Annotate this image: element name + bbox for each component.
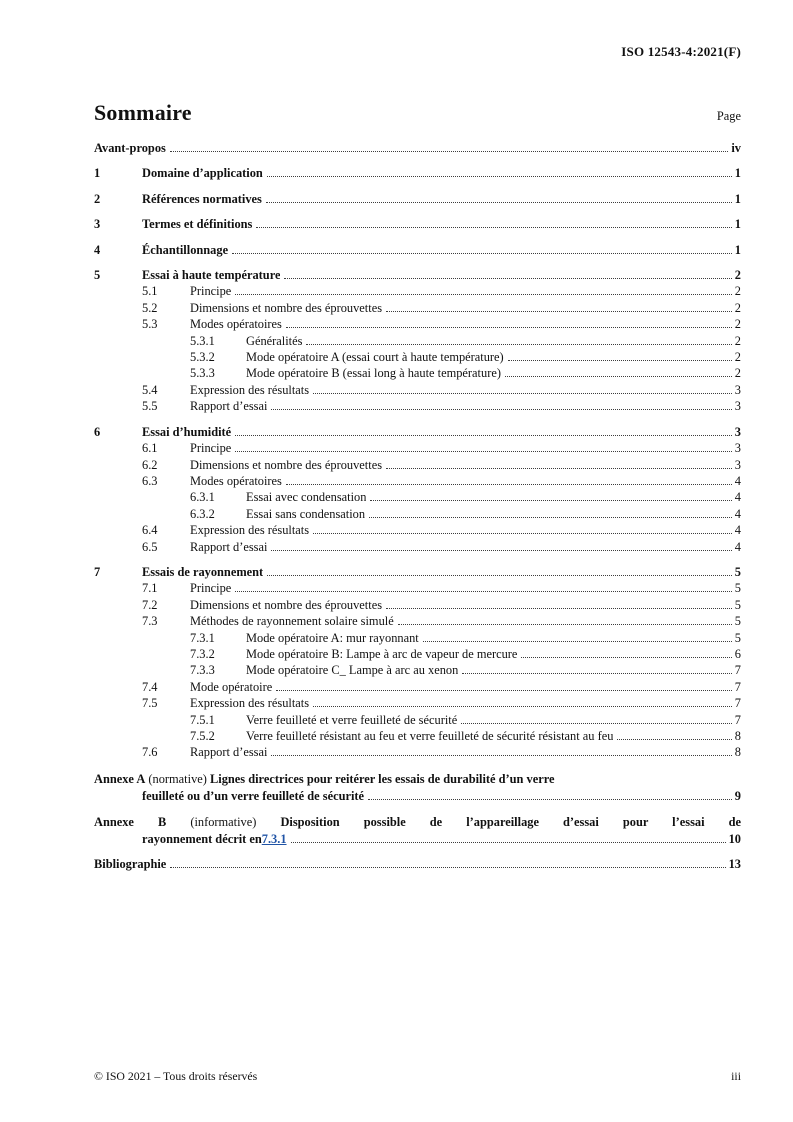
annex-qualifier: (normative) [148, 771, 207, 786]
toc-entry[interactable] [94, 564, 741, 580]
entry-label: Modes opératoires [190, 473, 282, 488]
entry-label: Généralités [246, 333, 303, 348]
entry-label: Principe [190, 441, 232, 456]
entry-number: 5.4 [142, 382, 158, 397]
entry-page: 2 [734, 350, 741, 365]
entry-label: Essai à haute température [142, 268, 281, 283]
entry-number: 6.1 [142, 441, 158, 456]
entry-number: 3 [94, 217, 101, 232]
entry-label: Rapport d’essai [190, 539, 268, 554]
dot-leader [368, 799, 732, 800]
toc-title-bar [94, 100, 741, 126]
dot-leader [235, 591, 732, 592]
toc-title: Sommaire [94, 100, 192, 125]
dot-leader [266, 202, 732, 203]
toc-entry[interactable] [190, 489, 741, 505]
annex-title-continued: rayonnement décrit en [142, 831, 262, 846]
toc-entry[interactable] [142, 300, 741, 316]
toc-entry[interactable] [94, 424, 741, 440]
annex-title: Lignes directrices pour reitérer les essais de durabilité d’un verre [210, 771, 555, 786]
entry-number: 7.3.3 [190, 663, 215, 678]
entry-label: Dimensions et nombre des éprouvettes [190, 457, 383, 472]
toc-entry[interactable] [190, 349, 741, 365]
dot-leader [313, 393, 732, 394]
toc-entry[interactable] [190, 365, 741, 381]
entry-label: Méthodes de rayonnement solaire simulé [190, 614, 394, 629]
entry-number: 1 [94, 166, 101, 181]
entry-number: 6.3 [142, 473, 158, 488]
page-column-label: Page [716, 109, 741, 123]
entry-label: Termes et définitions [142, 217, 253, 232]
toc-entry[interactable] [190, 646, 741, 662]
entry-page: 4 [734, 490, 741, 505]
entry-page: 4 [734, 539, 741, 554]
entry-page: iv [731, 141, 741, 155]
dot-leader [386, 608, 732, 609]
entry-label: Expression des résultats [190, 382, 310, 397]
annex-qualifier: (informative) [190, 815, 257, 830]
dot-leader [386, 468, 732, 469]
entry-page: 8 [734, 729, 741, 743]
entry-page: 4 [734, 523, 741, 538]
entry-label: Expression des résultats [190, 696, 310, 711]
entry-label: Mode opératoire B: Lampe à arc de vapeur de mercure [246, 646, 518, 661]
entry-page: 5 [734, 564, 741, 579]
dot-leader [369, 517, 732, 518]
entry-label: Essai avec condensation [246, 490, 367, 505]
toc-entry[interactable] [142, 539, 741, 555]
entry-label: Bibliographie [94, 857, 167, 872]
entry-page: 6 [734, 646, 741, 661]
entry-number: 2 [94, 191, 101, 206]
entry-page: 2 [734, 268, 741, 283]
dot-leader [521, 657, 731, 658]
entry-label: Rapport d’essai [190, 745, 268, 760]
entry-page: 2 [734, 366, 741, 381]
entry-number: 7.3.2 [190, 646, 215, 661]
entry-label: Principe [190, 581, 232, 596]
entry-label: Essai d’humidité [142, 424, 232, 439]
entry-label: Mode opératoire [190, 679, 273, 694]
entry-page: 7 [734, 663, 741, 678]
entry-page: 13 [728, 857, 741, 872]
entry-number: 4 [94, 242, 101, 257]
annex-title: Disposition possible de l’appareillage d’essai pour l’essai de [280, 815, 741, 830]
dot-leader [313, 533, 732, 534]
entry-page: 2 [734, 300, 741, 315]
entry-label: Verre feuilleté résistant au feu et verre feuilleté de sécurité résistant au feu [246, 729, 614, 743]
entry-number: 5 [94, 268, 101, 283]
toc-entry[interactable] [94, 191, 741, 207]
dot-leader [271, 550, 731, 551]
toc-entry[interactable] [94, 856, 741, 872]
entry-page: 7 [734, 679, 741, 694]
dot-leader [276, 690, 732, 691]
toc-entry[interactable] [190, 333, 741, 349]
entry-page: 2 [734, 284, 741, 299]
entry-label: Avant-propos [94, 141, 166, 155]
entry-label: Domaine d’application [142, 166, 263, 181]
entry-page: 5 [734, 630, 741, 645]
toc-entry[interactable] [94, 267, 741, 283]
entry-number: 7.5.1 [190, 712, 215, 727]
entry-number: 5.5 [142, 399, 158, 414]
annex-prefix: Annexe A [94, 771, 146, 786]
copyright-notice: © ISO 2021 – Tous droits réservés [94, 1069, 258, 1083]
document-reference: ISO 12543-4:2021(F) [621, 44, 741, 59]
dot-leader [286, 484, 732, 485]
entry-number: 6.3.2 [190, 506, 215, 521]
toc-entry[interactable] [142, 398, 741, 414]
toc-entry[interactable] [142, 679, 741, 695]
entry-page: 1 [734, 217, 741, 232]
entry-label: Rapport d’essai [190, 399, 268, 414]
toc-entry[interactable] [94, 140, 741, 156]
entry-page: 3 [734, 382, 741, 397]
toc-entry[interactable] [94, 242, 741, 258]
cross-reference-link[interactable]: 7.3.1 [261, 831, 287, 846]
entry-label: Dimensions et nombre des éprouvettes [190, 597, 383, 612]
toc-entry[interactable] [190, 630, 741, 646]
entry-number: 7.3 [142, 614, 158, 629]
entry-page: 8 [734, 745, 741, 760]
toc-entry-annex[interactable] [94, 814, 741, 847]
entry-number: 7.5.2 [190, 729, 215, 743]
entry-number: 7.3.1 [190, 630, 215, 645]
entry-label: Principe [190, 284, 232, 299]
dot-leader [235, 294, 732, 295]
entry-page: 5 [734, 597, 741, 612]
entry-number: 7.6 [142, 745, 158, 760]
entry-label: Essais de rayonnement [142, 564, 264, 579]
toc-entry[interactable] [142, 744, 741, 760]
dot-leader [284, 278, 731, 279]
entry-page: 5 [734, 581, 741, 596]
entry-page: 5 [734, 614, 741, 629]
toc-entry[interactable] [190, 662, 741, 678]
toc-entry[interactable] [142, 473, 741, 489]
entry-number: 7.4 [142, 679, 158, 694]
entry-page: 3 [734, 441, 741, 456]
folio-page-number: iii [731, 1069, 741, 1083]
annex-prefix: Annexe B [94, 815, 167, 830]
entry-number: 6 [94, 424, 101, 439]
entry-number: 5.3.1 [190, 333, 215, 348]
dot-leader [313, 706, 732, 707]
toc-entry[interactable] [142, 382, 741, 398]
dot-leader [306, 344, 731, 345]
dot-leader [267, 176, 732, 177]
dot-leader [271, 409, 731, 410]
dot-leader [267, 575, 732, 576]
dot-leader [370, 500, 731, 501]
entry-page: 9 [734, 788, 741, 803]
entry-page: 7 [734, 712, 741, 727]
entry-label: Mode opératoire A: mur rayonnant [246, 630, 419, 645]
entry-number: 5.1 [142, 284, 158, 299]
dot-leader [291, 842, 726, 843]
dot-leader [423, 641, 732, 642]
entry-page: 3 [734, 457, 741, 472]
entry-label: Références normatives [142, 191, 262, 206]
entry-label: Verre feuilleté et verre feuilleté de sécurité [246, 712, 458, 727]
toc-entry[interactable] [142, 613, 741, 629]
annex-line [94, 831, 741, 847]
entry-page: 1 [734, 166, 741, 181]
dot-leader [398, 624, 732, 625]
page-footer [94, 1069, 741, 1084]
entry-page: 7 [734, 696, 741, 711]
toc-entry[interactable] [142, 283, 741, 299]
entry-page: 1 [734, 191, 741, 206]
dot-leader [170, 867, 725, 868]
annex-title-continued: feuilleté ou d’un verre feuilleté de sécurité [142, 788, 365, 803]
toc-entry[interactable] [142, 580, 741, 596]
annex-line [94, 814, 741, 831]
dot-leader [508, 360, 732, 361]
entry-label: Mode opératoire A (essai court à haute température) [246, 350, 504, 365]
entry-label: Mode opératoire C_ Lampe à arc au xenon [246, 663, 459, 678]
entry-page: 1 [734, 242, 741, 257]
entry-label: Mode opératoire B (essai long à haute température) [246, 366, 501, 381]
dot-leader [386, 311, 732, 312]
entry-label: Essai sans condensation [246, 506, 366, 521]
annex-line [94, 788, 741, 804]
page-header [94, 44, 741, 60]
entry-page: 3 [734, 424, 741, 439]
toc-entry[interactable] [190, 506, 741, 522]
dot-leader [256, 227, 731, 228]
entry-label: Modes opératoires [190, 317, 282, 332]
toc-entry-annex[interactable] [94, 771, 741, 804]
dot-leader [271, 755, 731, 756]
entry-number: 5.3 [142, 317, 158, 332]
dot-leader [235, 451, 732, 452]
dot-leader [461, 723, 732, 724]
dot-leader [462, 673, 732, 674]
entry-number: 5.2 [142, 300, 158, 315]
entry-number: 5.3.2 [190, 350, 215, 365]
entry-page: 2 [734, 317, 741, 332]
entry-number: 6.4 [142, 523, 158, 538]
dot-leader [232, 253, 732, 254]
annex-line [94, 771, 741, 788]
entry-page: 4 [734, 506, 741, 521]
toc-entry[interactable] [142, 695, 741, 711]
toc-entry[interactable] [142, 457, 741, 473]
toc-entry[interactable] [190, 728, 741, 744]
entry-number: 5.3.3 [190, 366, 215, 381]
toc-list [94, 140, 741, 873]
toc-entry[interactable] [190, 712, 741, 728]
entry-page: 10 [728, 831, 741, 846]
toc-entry[interactable] [142, 522, 741, 538]
dot-leader [235, 435, 732, 436]
dot-leader [286, 327, 732, 328]
entry-number: 6.3.1 [190, 490, 215, 505]
entry-page: 2 [734, 333, 741, 348]
entry-number: 7 [94, 564, 101, 579]
toc-entry[interactable] [142, 597, 741, 613]
toc-entry[interactable] [142, 440, 741, 456]
dot-leader [170, 151, 729, 152]
entry-label: Expression des résultats [190, 523, 310, 538]
entry-number: 6.5 [142, 539, 158, 554]
entry-label: Échantillonnage [142, 242, 229, 257]
entry-number: 7.5 [142, 696, 158, 711]
entry-page: 4 [734, 473, 741, 488]
entry-number: 6.2 [142, 457, 158, 472]
dot-leader [617, 739, 731, 740]
entry-number: 7.2 [142, 597, 158, 612]
toc-entry[interactable] [142, 316, 741, 332]
toc-entry[interactable] [94, 216, 741, 232]
dot-leader [505, 376, 732, 377]
toc-entry[interactable] [94, 165, 741, 181]
entry-label: Dimensions et nombre des éprouvettes [190, 300, 383, 315]
entry-page: 3 [734, 399, 741, 414]
entry-number: 7.1 [142, 581, 158, 596]
